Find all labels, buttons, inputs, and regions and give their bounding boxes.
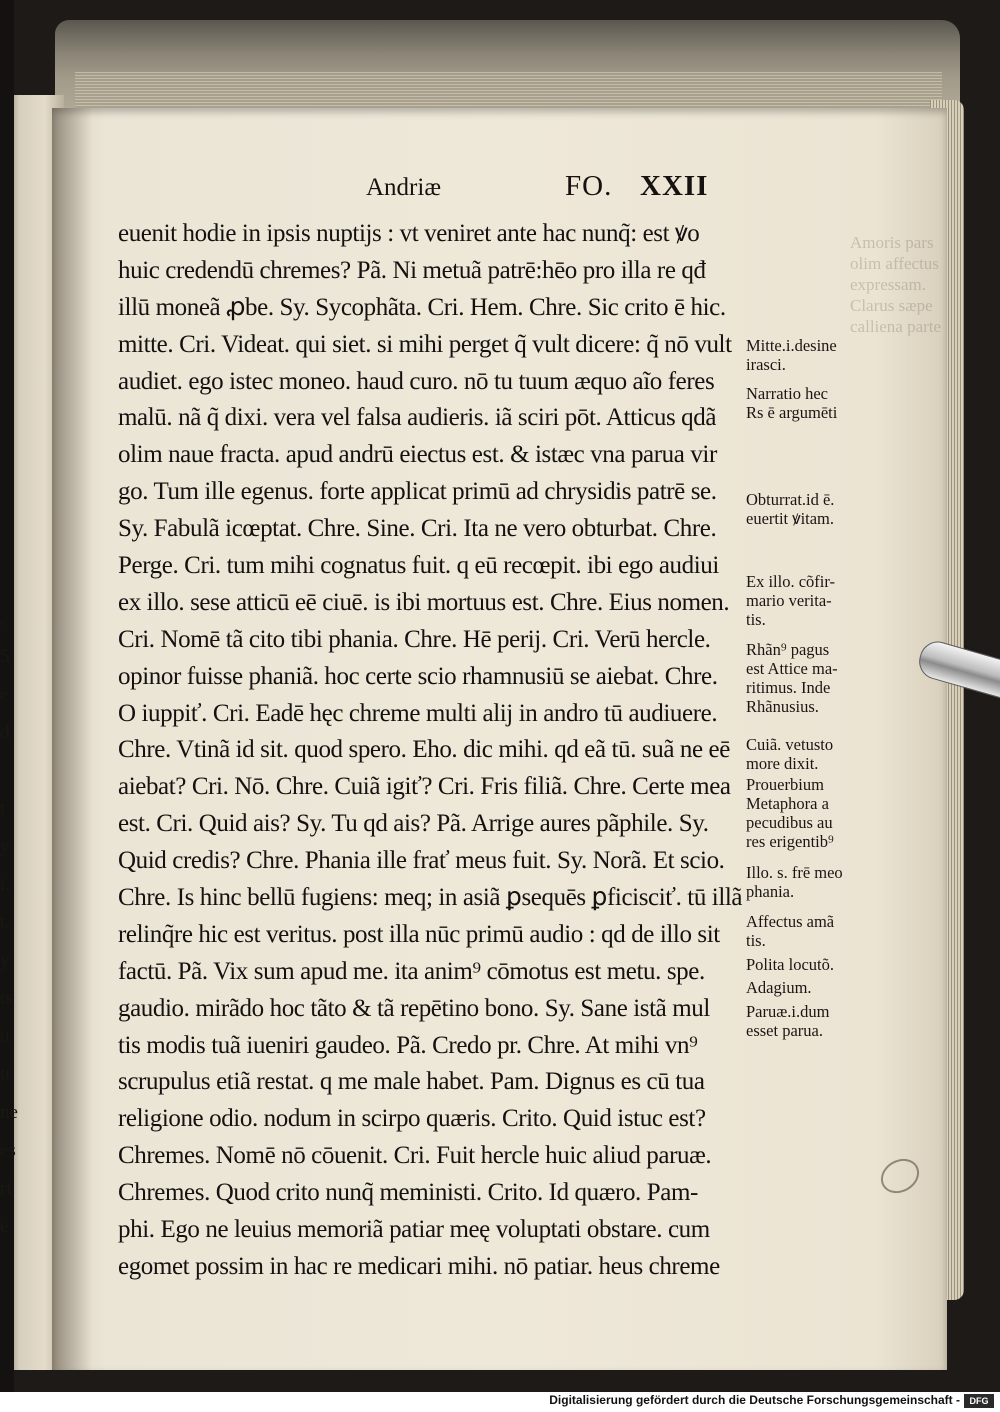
- marginal-note-line: pecudibus au: [746, 813, 833, 832]
- text-line: euenit hodie in ipsis nuptijs : vt veniret ante hac nunq̃: est ꝟo: [118, 220, 700, 247]
- marginal-note-line: ritimus. Inde: [746, 678, 831, 697]
- marginal-note-line: Rhãnusius.: [746, 697, 819, 716]
- text-line: Sy. Fabulã icœptat. Chre. Sine. Cri. Ita ne vero obturbat. Chre.: [118, 515, 717, 543]
- text-line: aiebat? Cri. Nō. Chre. Cuiã igiť? Cri. Fris filiã. Chre. Certe mea: [118, 773, 731, 801]
- marginal-note-line: Ex illo. cõfir-: [746, 572, 836, 591]
- marginal-note-line: Rs ē argumēti: [746, 403, 838, 422]
- marginal-note-line: phania.: [746, 882, 795, 901]
- text-line: religione odio. nodum in scirpo quæris. Crito. Quid istuc est?: [118, 1105, 706, 1133]
- text-line: Chre. Is hinc bellū fugiens: meq; in asiã ꝑsequēs ꝑficisciť. tū illã: [118, 884, 743, 912]
- text-line: audiet. ego istec moneo. haud curo. nō tu tuum æquo aĩo feres: [118, 367, 715, 395]
- text-line: est. Cri. Quid ais? Sy. Tu qd ais? Pã. Arrige aures pãphile. Sy.: [118, 810, 709, 838]
- main-text-block: [118, 216, 748, 1286]
- running-head-title: Andriæ: [366, 174, 441, 201]
- text-line: relinq̃re hic est veritus. post illa nūc primū audio : qd de illo sit: [118, 920, 720, 948]
- text-line: huic credendū chremes? Pã. Ni metuã patrē:hēo pro illa re qđ: [118, 256, 706, 284]
- marginal-note-line: more dixit.: [746, 754, 819, 773]
- dfg-logo: DFG: [964, 1394, 994, 1408]
- text-line: factū. Pã. Vix sum apud me. ita anim⁹ cōmotus est metu. spe.: [118, 957, 705, 985]
- marginal-note-line: est Attice ma-: [746, 659, 838, 678]
- marginal-note-line: tis.: [746, 931, 766, 950]
- marginal-note-line: tis.: [746, 610, 766, 629]
- text-line: olim naue fracta. apud andrū eiectus est. & istæc vna parua vir: [118, 441, 717, 469]
- folio-number: XXII: [640, 170, 709, 202]
- marginal-note-line: Obturrat.id ē.: [746, 490, 835, 509]
- text-line: phi. Ego ne leuius memoriã patiar meę voluptati obstare. cum: [118, 1216, 710, 1244]
- marginal-note-line: Mitte.i.desine: [746, 336, 837, 355]
- marginal-note-line: Adagium.: [746, 978, 812, 997]
- text-line: gaudio. mirãdo hoc tãto & tã repētino bono. Sy. Sane istã mul: [118, 994, 710, 1022]
- text-line: ex illo. sese atticū eē ciuē. is ibi mortuus est. Chre. Eius nomen.: [118, 588, 730, 616]
- marginal-note-line: mario verita-: [746, 591, 832, 610]
- marginal-note-line: Cuiã. vetusto: [746, 735, 834, 754]
- text-line: scrupulus etiã restat. q me male habet. Pam. Dignus es cū tua: [118, 1068, 705, 1096]
- marginal-note-line: Prouerbium: [746, 775, 824, 794]
- marginal-note-line: Polita locutõ.: [746, 955, 834, 974]
- text-line: egomet possim in hac re medicari mihi. nō patiar. heus chreme: [118, 1252, 720, 1280]
- marginal-note-line: Illo. s. frē meo: [746, 863, 843, 882]
- binding-shadow: [52, 108, 92, 1370]
- text-line: malū. nã q̃ dixi. vera vel falsa audieris. iã sciri pōt. Atticus qdã: [118, 404, 717, 432]
- footer-bar: [0, 1392, 1000, 1412]
- left-page-fragments: , 5 e d t y i. t. y ts u tt ne es rt e: [0, 608, 18, 1237]
- marginal-note-line: esset parua.: [746, 1021, 823, 1040]
- text-line: go. Tum ille egenus. forte applicat primū ad chrysidis patrē se.: [118, 478, 717, 506]
- footer-credit: Digitalisierung gefördert durch die Deutsche Forschungsgemeinschaft -: [549, 1393, 960, 1407]
- marginal-note-line: Narratio hec: [746, 384, 828, 403]
- marginal-note-line: Rhãn⁹ pagus: [746, 640, 830, 659]
- text-line: Chremes. Nomē nō cōuenit. Cri. Fuit hercle huic aliud paruæ.: [118, 1142, 712, 1170]
- marginal-note-line: Affectus amã: [746, 912, 835, 931]
- marginal-note-line: res erigentib⁹: [746, 832, 834, 851]
- marginal-note-line: Paruæ.i.dum: [746, 1002, 830, 1021]
- folio-prefix: FO.: [565, 170, 613, 202]
- text-line: tis modis tuã iueniri gaudeo. Pã. Credo pr. Chre. At mihi vn⁹: [118, 1031, 698, 1059]
- marginal-note-line: irasci.: [746, 355, 786, 374]
- text-line: mitte. Cri. Videat. qui siet. si mihi perget q̃ vult dicere: q̃ nō vult: [118, 330, 732, 358]
- text-line: Chre. Vtinã id sit. quod spero. Eho. dic mihi. qd eã tū. suã ne eē: [118, 736, 730, 764]
- marginal-note-line: Metaphora a: [746, 794, 829, 813]
- text-line: Chremes. Quod crito nunq̃ meministi. Crito. Id quæro. Pam-: [118, 1179, 698, 1207]
- text-line: Quid credis? Chre. Phania ille frať meus fuit. Sy. Norã. Et scio.: [118, 847, 725, 875]
- marginal-note-line: euertit ꝟitam.: [746, 509, 835, 528]
- text-line: Perge. Cri. tum mihi cognatus fuit. q eū recœpit. ibi ego audiui: [118, 552, 719, 580]
- text-line: opinor fuisse phaniã. hoc certe scio rhamnusiū se aiebat. Chre.: [118, 662, 718, 690]
- bleed-through-text: Amoris pars olim affectus expressam. Clarus sæpe calliena parte: [850, 233, 942, 336]
- text-line: Cri. Nomē tã cito tibi phania. Chre. Hē perij. Cri. Verū hercle.: [118, 625, 711, 653]
- text-line: illū moneã ꝓbe. Sy. Sycophãta. Cri. Hem. Chre. Sic crito ē hic.: [118, 293, 726, 321]
- running-head: [360, 168, 740, 208]
- text-line: O iuppiť. Cri. Eadē hęc chreme multi alij in andro tū audiuere.: [118, 699, 718, 727]
